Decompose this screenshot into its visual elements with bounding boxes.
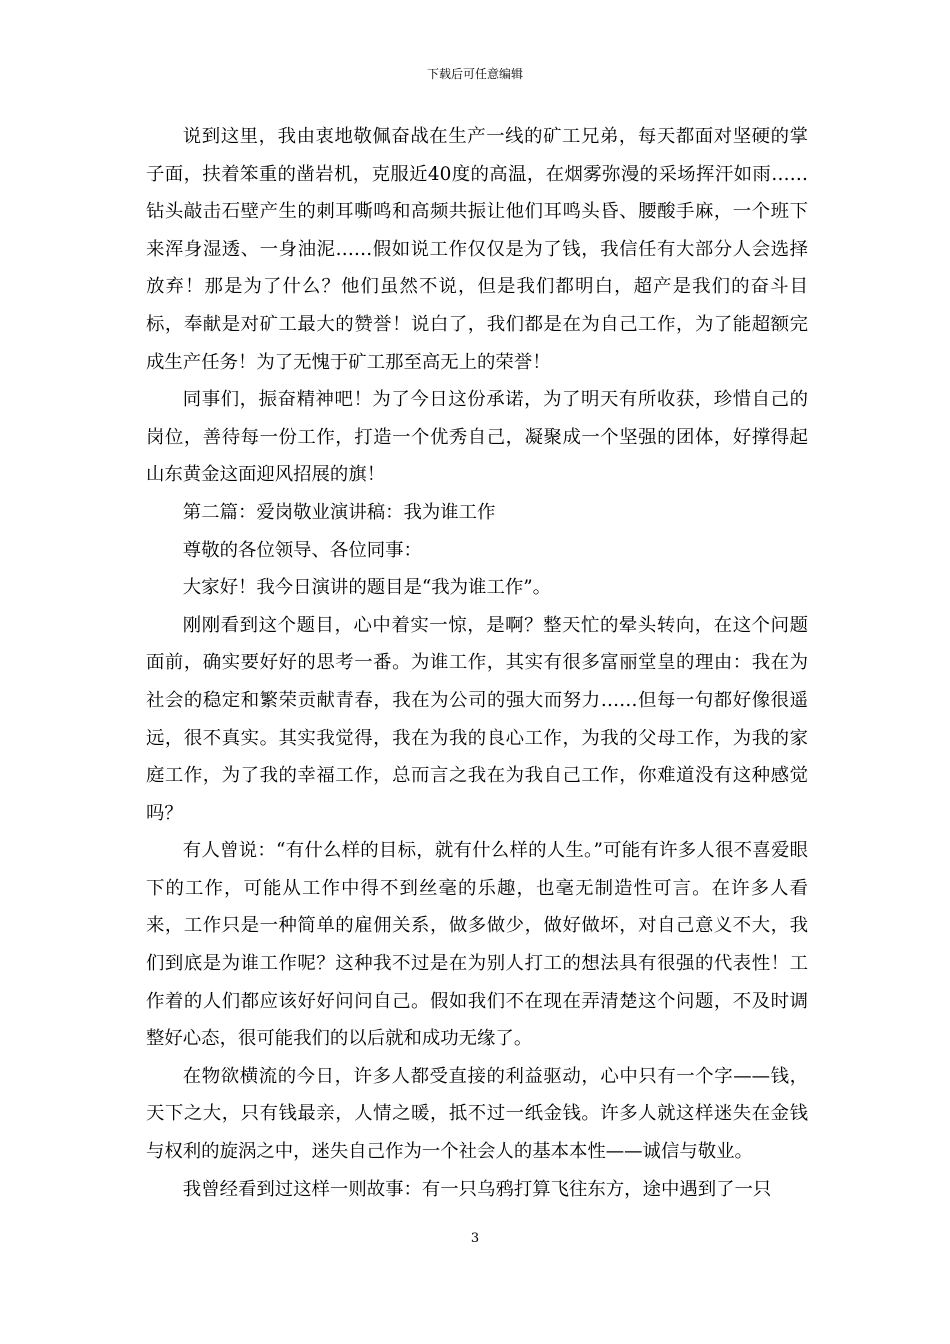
- paragraph: 刚刚看到这个题目，心中着实一惊，是啊？整天忙的晕头转向，在这个问题面前，确实要好好的思考一番。为谁工作，其实有很多富丽堂皇的理由：我在为社会的稳定和繁荣贡献青春，我在为公司的强大而努力……但每一句都好像很遥远，很不真实。其实我觉得，我在为我的良心工作，为我的父母工作，为我的家庭工作，为了我的幸福工作，总而言之我在为我自己工作，你难道没有这种感觉吗？: [146, 614, 808, 824]
- paragraph: 有人曾说：“有什么样的目标，就有什么样的人生。”可能有许多人很不喜爱眼下的工作，可能从工作中得不到丝毫的乐趣，也毫无制造性可言。在许多人看来，工作只是一种简单的雇佣关系，做多做少，做好做坏，对自己意义不大，我们到底是为谁工作呢？这种我不过是在为别人打工的想法具有很强的代表性！工作着的人们都应该好好问问自己。假如我们不在现在弄清楚这个问题，不及时调整好心态，很可能我们的以后就和成功无缘了。: [146, 840, 808, 1050]
- paragraph: 在物欲横流的今日，许多人都受直接的利益驱动，心中只有一个字——钱，天下之大，只有钱最亲，人情之暖，抵不过一纸金钱。许多人就这样迷失在金钱与权利的旋涡之中，迷失自己作为一个社会人的基本本性——诚信与敬业。: [146, 1065, 808, 1163]
- salutation: 尊敬的各位领导、各位同事：: [182, 539, 422, 561]
- section-heading: 第二篇：爱岗敬业演讲稿：我为谁工作: [182, 501, 496, 523]
- page-number: 3: [470, 1231, 480, 1246]
- page-header-note: 下载后可任意编辑: [426, 67, 523, 81]
- paragraph: 说到这里，我由衷地敬佩奋战在生产一线的矿工兄弟，每天都面对坚硬的掌子面，扶着笨重的凿岩机，克服近40度的高温，在烟雾弥漫的采场挥汗如雨……钻头敲击石壁产生的刺耳嘶鸣和高频共振让他们耳鸣头昏、腰酸手麻，一个班下来浑身湿透、一身油泥……假如说工作仅仅是为了钱，我信任有大部分人会选择放弃！那是为了什么？他们虽然不说，但是我们都明白，超产是我们的奋斗目标，奉献是对矿工最大的赞誉！说白了，我们都是在为自己工作，为了能超额完成生产任务！为了无愧于矿工那至高无上的荣誉！: [146, 126, 808, 373]
- paragraph: 同事们，振奋精神吧！为了今日这份承诺，为了明天有所收获，珍惜自己的岗位，善待每一份工作，打造一个优秀自己，凝聚成一个坚强的团体，好撑得起山东黄金这面迎风招展的旗！: [146, 389, 808, 486]
- document-body: [146, 118, 808, 1208]
- paragraph: 大家好！我今日演讲的题目是“我为谁工作”。: [182, 577, 552, 599]
- paragraph: 我曾经看到过这样一则故事：有一只乌鸦打算飞往东方，途中遇到了一只: [182, 1178, 772, 1200]
